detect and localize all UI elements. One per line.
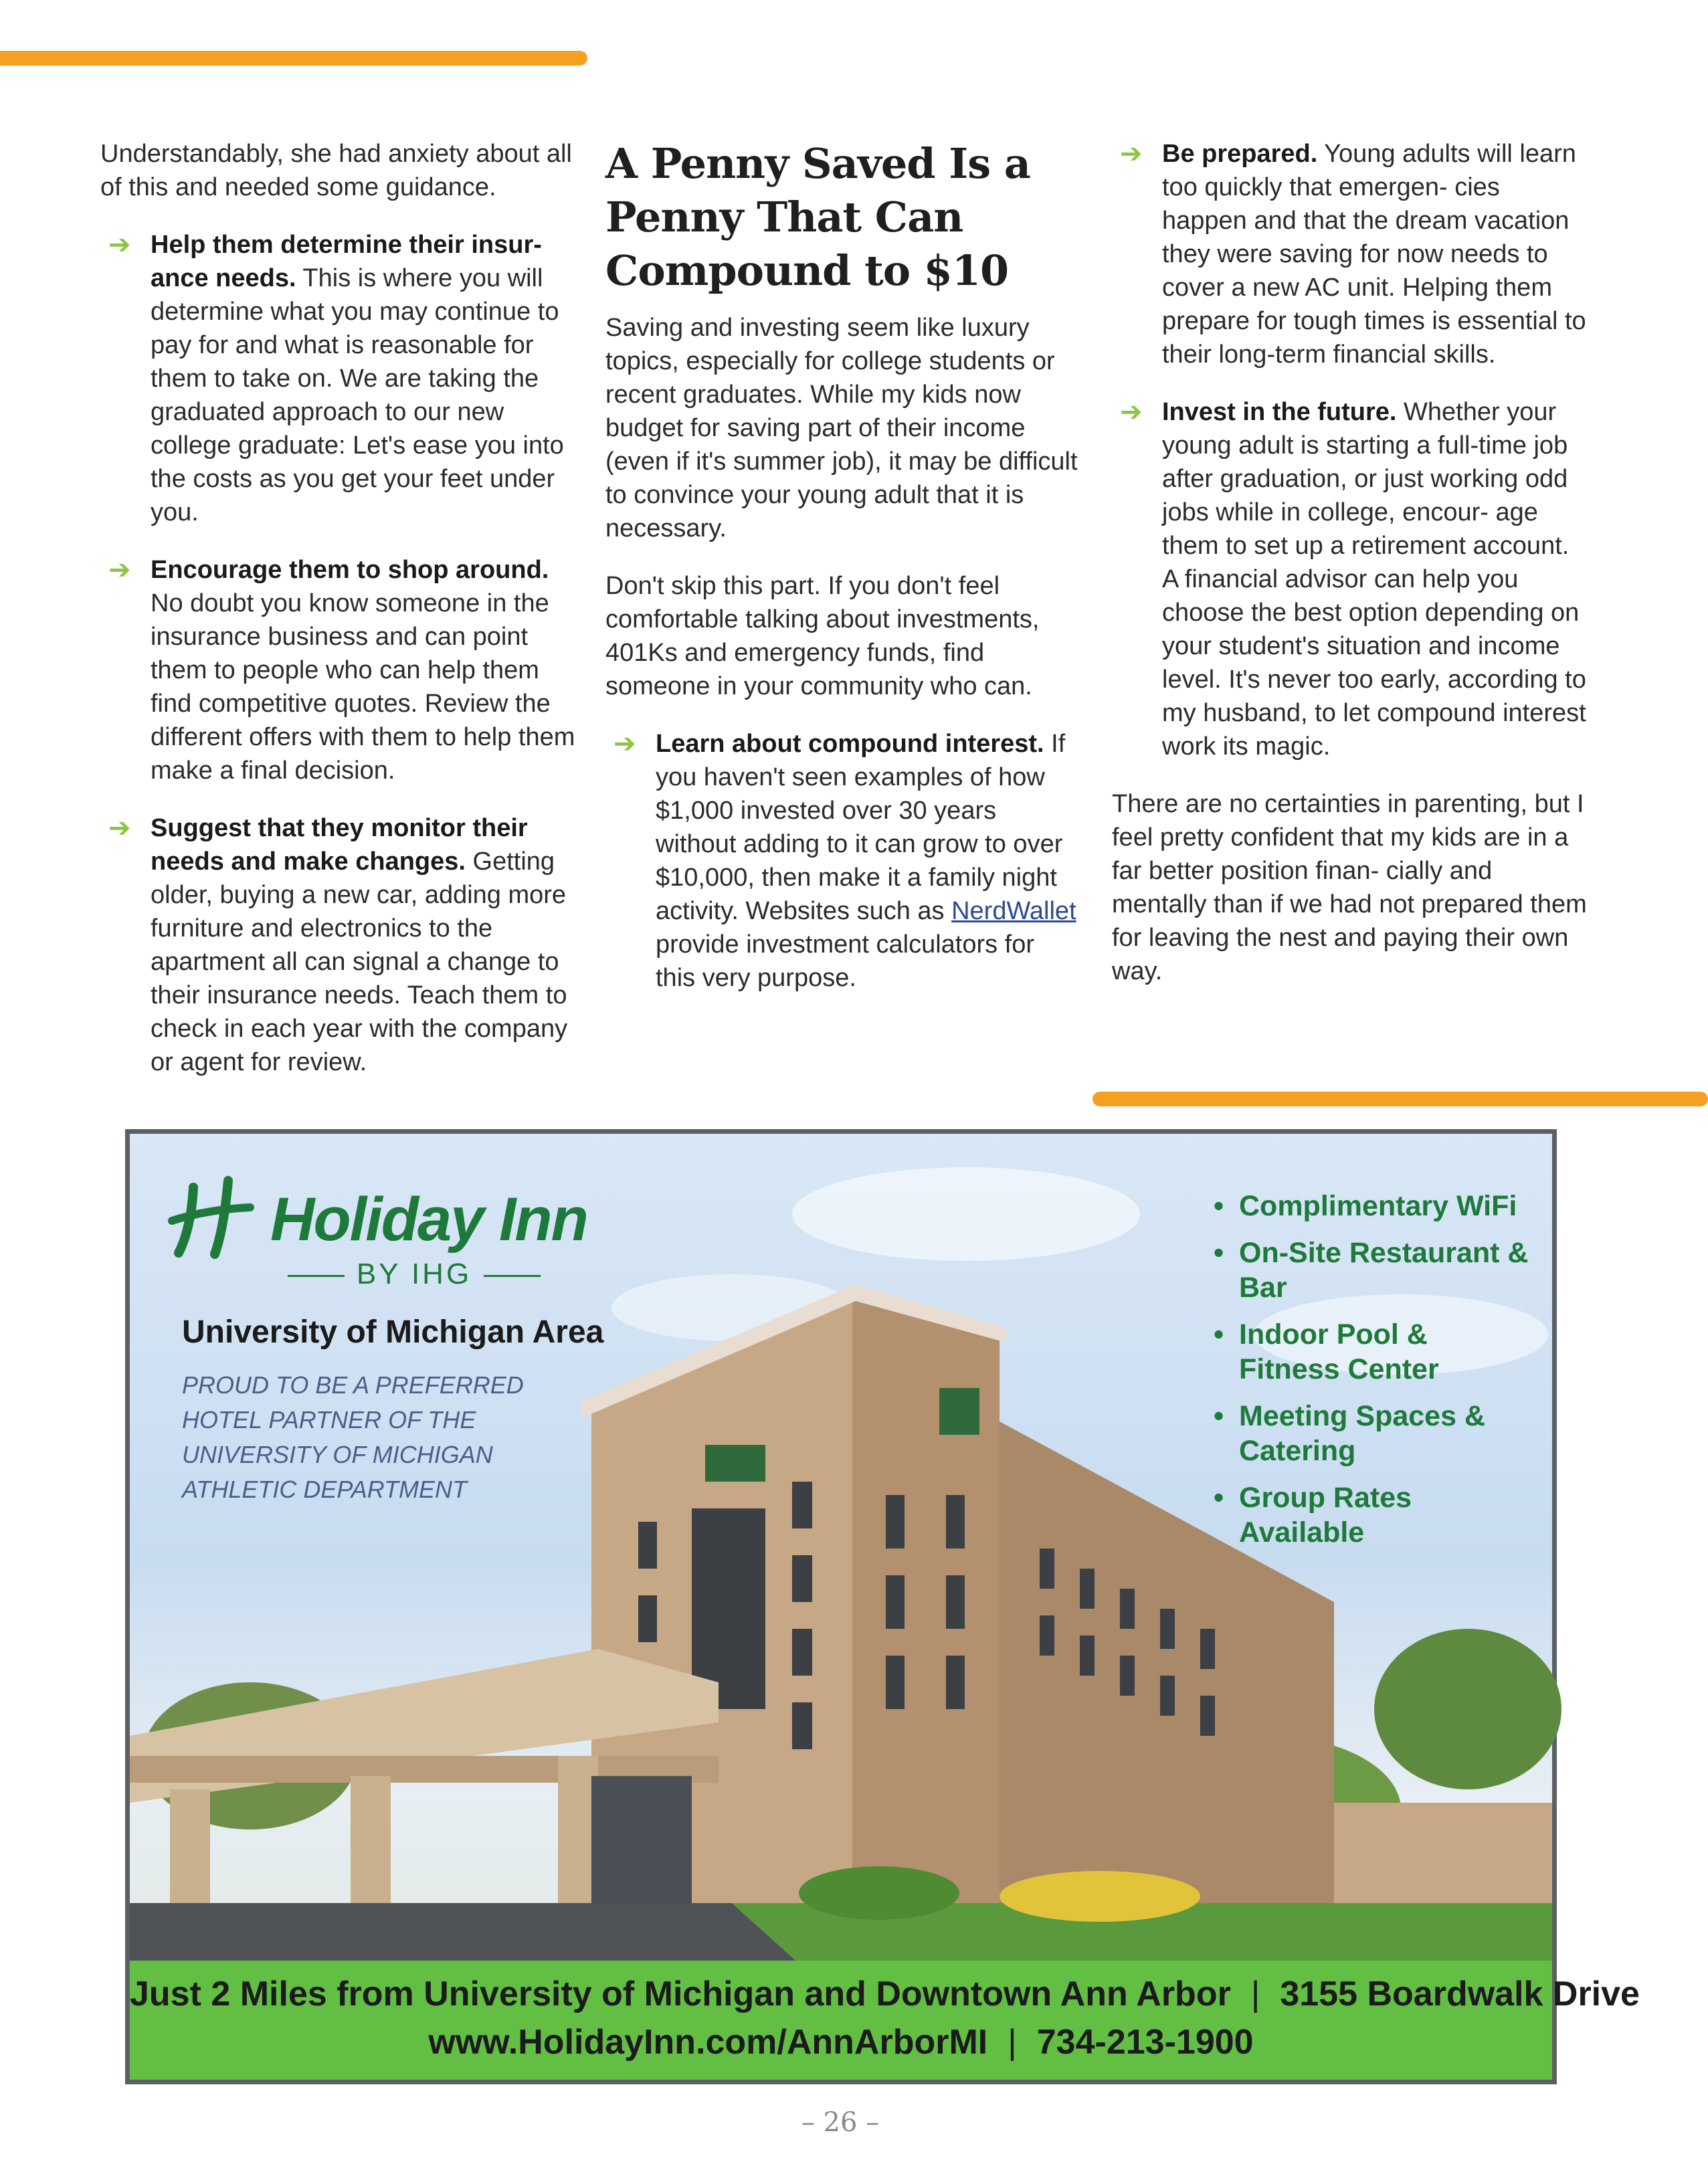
- column-3: [1112, 137, 1587, 1012]
- column-2: [605, 137, 1080, 1019]
- bullet-lead: Be prepared.: [1162, 140, 1318, 168]
- feature-item: • On-Site Restaurant & Bar: [1214, 1235, 1535, 1305]
- arrow-right-icon: ➔: [1120, 139, 1143, 169]
- feature-item: • Complimentary WiFi: [1214, 1189, 1535, 1223]
- bullet-text: Whether your young adult is starting a full-time job after graduation, or just working odd jobs while in college, encour- age them to set up a retirement account. A financial advisor can help you choose the best option depending on your student's situation and income level. It's never too early, according to my husband, to let compound interest work its magic.: [1162, 398, 1586, 761]
- separator: |: [1250, 1975, 1260, 2013]
- bullet-text: Young adults will learn too quickly that emergen- cies happen and that the dream vacation they were saving for now needs to cover a new AC unit. Helping them prepare for tough times is essential to their long-term financial skills.: [1162, 140, 1586, 369]
- bullet-lead: Invest in the future.: [1162, 398, 1397, 426]
- nerdwallet-link[interactable]: NerdWallet: [951, 897, 1076, 925]
- arrow-right-icon: ➔: [1120, 397, 1143, 427]
- closing-paragraph: There are no certainties in parenting, but I feel pretty confident that my kids are in a far better position finan- cially and mentally than if we had not prepared them for leaving the nest and paying their own way.: [1112, 790, 1587, 985]
- bullet-text: No doubt you know someone in the insurance business and can point them to people who can help them find competitive quotes. Review the different offers with them to help them make a final decision.: [151, 589, 575, 785]
- bullet-text: If you haven't seen examples of how $1,000 invested over 30 years without adding to it can grow to over $10,000, then make it a family night activity. Websites such as: [656, 730, 1066, 925]
- ad-area-title: University of Michigan Area: [182, 1314, 604, 1350]
- paragraph-saving: Saving and investing seem like luxury topics, especially for college students or recent graduates. While my kids now budget for saving part of their income (even if it's summer job), it may be difficult to convince your young adult that it is necessary.: [605, 314, 1078, 542]
- paragraph-dont-skip: Don't skip this part. If you don't feel comfortable talking about investments, 401Ks and emergency funds, find someone in your community who can.: [605, 572, 1040, 700]
- top-accent-bar: [0, 51, 587, 66]
- arrow-right-icon: ➔: [613, 729, 636, 759]
- bullet-be-prepared: [1112, 137, 1587, 371]
- feature-item: • Indoor Pool & Fitness Center: [1214, 1317, 1535, 1387]
- bullet-lead: Suggest that they monitor their needs and make changes.: [151, 814, 528, 876]
- arrow-right-icon: ➔: [108, 230, 131, 260]
- column-1: [100, 137, 575, 1103]
- ad-website-link[interactable]: www.HolidayInn.com/AnnArborMI: [428, 2023, 988, 2062]
- bullet-monitor-needs: [100, 811, 575, 1079]
- separator: |: [1008, 2023, 1017, 2062]
- bullet-text: Getting older, buying a new car, adding more furniture and electronics to the apartment all can signal a change to their insurance needs. Teach them to check in each year with the company or agent for review.: [151, 848, 568, 1076]
- arrow-right-icon: ➔: [108, 555, 131, 585]
- ad-features-list: [1214, 1189, 1535, 1562]
- ad-address: 3155 Boardwalk Drive: [1280, 1975, 1640, 2013]
- bullet-lead: Encourage them to shop around.: [151, 556, 549, 584]
- page-number: – 26 –: [801, 2107, 880, 2138]
- intro-paragraph: Understandably, she had anxiety about all of this and needed some guidance.: [100, 140, 572, 201]
- brand-subtitle: BY IHG: [270, 1258, 558, 1291]
- bullet-text: provide investment calculators for this very purpose.: [656, 930, 1035, 992]
- ad-distance: Just 2 Miles from University of Michigan and Downtown Ann Arbor: [130, 1975, 1231, 2013]
- bullet-lead: Learn about compound interest.: [656, 730, 1044, 758]
- holiday-inn-h-icon: [167, 1174, 254, 1261]
- hotel-advertisement[interactable]: [125, 1129, 1640, 2084]
- arrow-right-icon: ➔: [108, 813, 131, 843]
- feature-item: • Group Rates Available: [1214, 1480, 1535, 1550]
- bullet-invest-future: [1112, 395, 1587, 763]
- bullet-insurance-needs: [100, 228, 575, 529]
- bullet-text: This is where you will determine what you may continue to pay for and what is reasonable for them to take on. We are taking the graduated approach to our new college graduate: Let's ease you into the costs as you get your feet under you.: [151, 264, 564, 526]
- bullet-lead: Help them determine their insur- ance needs.: [151, 231, 542, 292]
- bullet-shop-around: [100, 553, 575, 787]
- bullet-compound-interest: [605, 727, 1080, 995]
- brand-name: Holiday Inn: [270, 1185, 587, 1254]
- ad-phone[interactable]: 734-213-1900: [1036, 2023, 1254, 2062]
- feature-item: • Meeting Spaces & Catering: [1214, 1399, 1535, 1468]
- ad-footer-banner: [130, 1961, 1640, 2080]
- ad-partner-text: PROUD TO BE A PREFERRED HOTEL PARTNER OF THE UNIVERSITY OF MICHIGAN ATHLETIC DEPARTMENT: [182, 1371, 524, 1503]
- mid-accent-bar: [1093, 1092, 1708, 1106]
- section-heading: A Penny Saved Is a Penny That Can Compound to $10: [605, 139, 1030, 295]
